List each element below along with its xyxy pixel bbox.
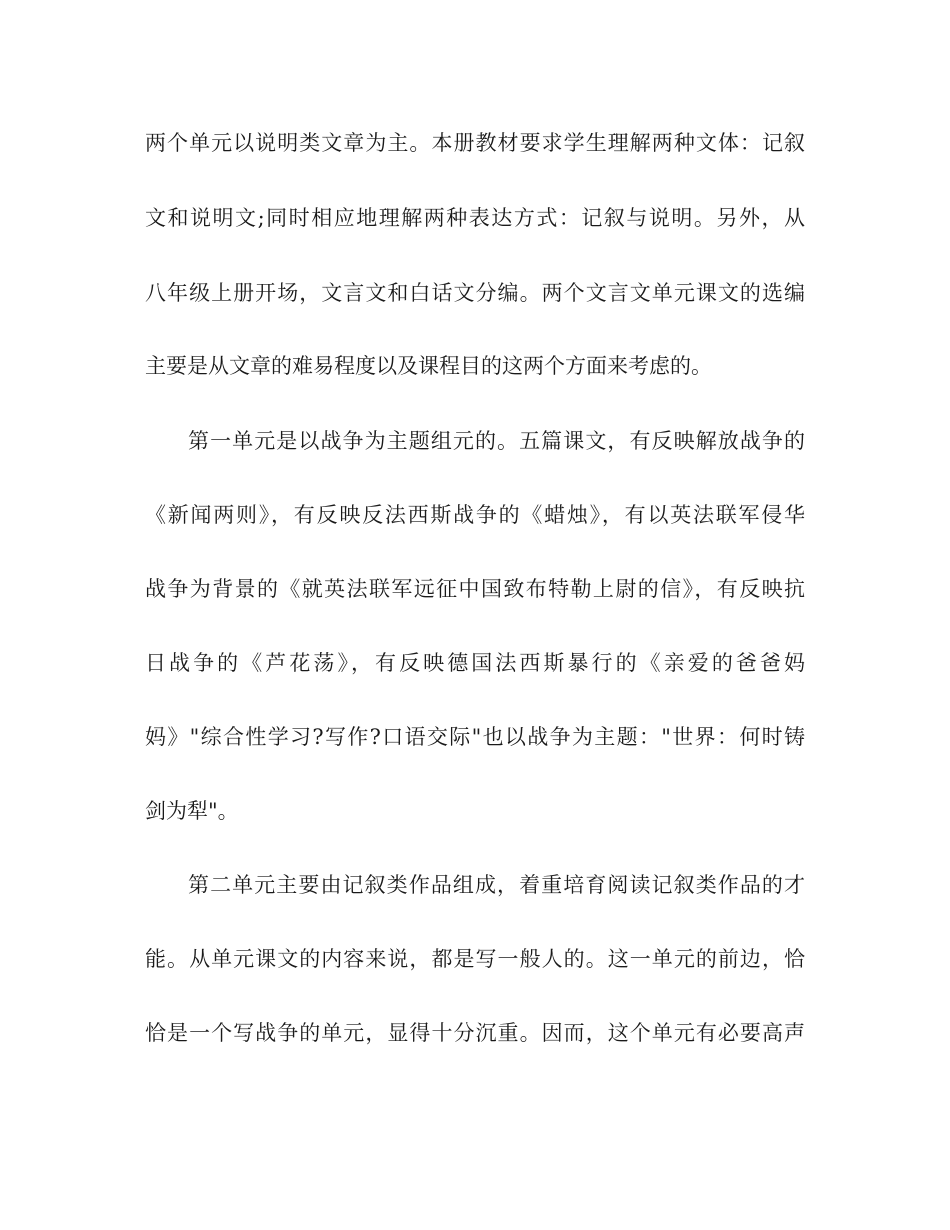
text-line: 第一单元是以战争为主题组元的。五篇课文，有反映解放战争的 bbox=[188, 429, 805, 453]
text-line: 战争为背景的《就英法联军远征中国致布特勒上尉的信》，有反映抗 bbox=[145, 577, 805, 601]
text-line: 剑为犁"。 bbox=[145, 799, 239, 823]
text-line: 妈》"综合性学习?写作?口语交际"也以战争为主题："世界：何时铸 bbox=[145, 725, 805, 749]
text-line: 能。从单元课文的内容来说，都是写一般人的。这一单元的前边，恰 bbox=[145, 947, 805, 971]
text-line: 文和说明文;同时相应地理解两种表达方式：记叙与说明。另外，从 bbox=[145, 206, 805, 230]
text-line: 两个单元以说明类文章为主。本册教材要求学生理解两种文体：记叙 bbox=[145, 131, 805, 155]
text-line: 日战争的《芦花荡》，有反映德国法西斯暴行的《亲爱的爸爸妈 bbox=[145, 651, 805, 675]
text-line: 八年级上册开场，文言文和白话文分编。两个文言文单元课文的选编 bbox=[145, 281, 805, 305]
text-line: 《新闻两则》，有反映反法西斯战争的《蜡烛》，有以英法联军侵华 bbox=[145, 503, 805, 527]
text-line: 第二单元主要由记叙类作品组成，着重培育阅读记叙类作品的才 bbox=[188, 873, 805, 897]
text-line: 恰是一个写战争的单元，显得十分沉重。因而，这个单元有必要高声 bbox=[145, 1021, 805, 1045]
text-line: 主要是从文章的难易程度以及课程目的这两个方面来考虑的。 bbox=[145, 354, 712, 378]
